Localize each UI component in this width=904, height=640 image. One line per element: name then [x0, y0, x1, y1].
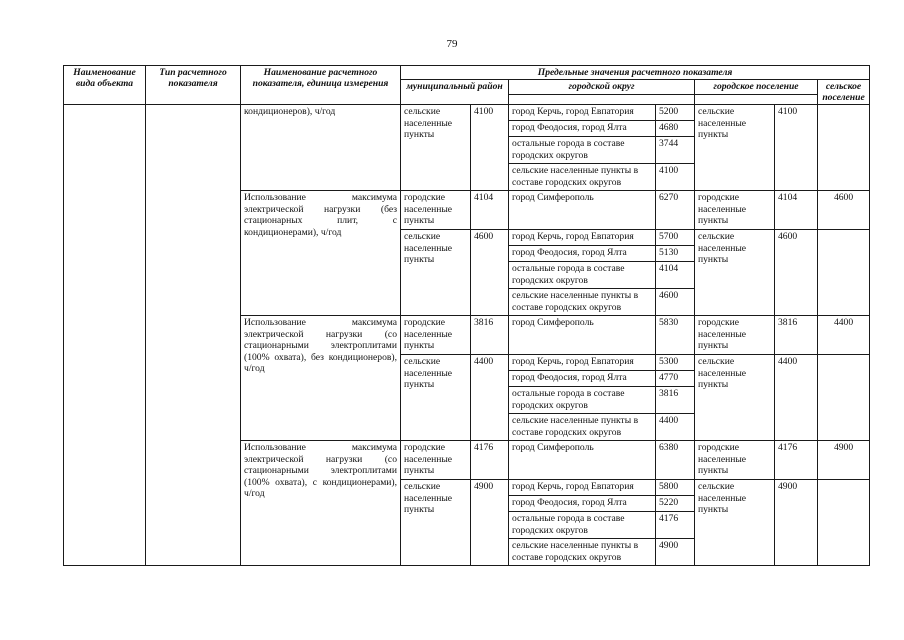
rural-settlement-value: 4400: [818, 316, 870, 355]
okrug-value: 4176: [656, 512, 695, 539]
settlement-value: 4900: [775, 480, 818, 566]
header-spacer: [509, 94, 695, 104]
settlement-value: 4100: [775, 105, 818, 191]
indicator-type-cell: [146, 105, 241, 566]
okrug-value: 6270: [656, 191, 695, 230]
rural-settlement-value: 4600: [818, 191, 870, 230]
urban-points-label: городские населенные пункты: [401, 441, 471, 480]
urban-points-label: городские населенные пункты: [401, 316, 471, 355]
okrug-label: остальные города в составе городских округов: [509, 387, 656, 414]
okrug-value: 5800: [656, 480, 695, 496]
settlement-label: городские населенные пункты: [695, 441, 775, 480]
district-value: 4176: [471, 441, 509, 480]
settlement-label: сельские населенные пункты: [695, 355, 775, 441]
okrug-label: город Керчь, город Евпатория: [509, 480, 656, 496]
rural-settlement-value: [818, 480, 870, 566]
okrug-label: город Феодосия, город Ялта: [509, 496, 656, 512]
rural-points-label: сельские населенные пункты: [401, 355, 471, 441]
okrug-value: 3816: [656, 387, 695, 414]
okrug-label: город Керчь, город Евпатория: [509, 355, 656, 371]
header-urban-settlement: городское поселение: [695, 80, 818, 95]
okrug-label: город Симферополь: [509, 191, 656, 230]
okrug-value: 4104: [656, 262, 695, 289]
urban-points-label: городские населенные пункты: [401, 191, 471, 230]
header-indicator-type: Тип расчетного показателя: [146, 66, 241, 105]
okrug-label: сельские населенные пункты в составе городских округов: [509, 539, 656, 566]
okrug-label: сельские населенные пункты в составе городских округов: [509, 289, 656, 316]
okrug-value: 5300: [656, 355, 695, 371]
settlement-label: городские населенные пункты: [695, 316, 775, 355]
okrug-value: 5130: [656, 246, 695, 262]
rural-settlement-value: [818, 230, 870, 316]
okrug-value: 4770: [656, 371, 695, 387]
okrug-value: 4400: [656, 414, 695, 441]
settlement-label: сельские населенные пункты: [695, 230, 775, 316]
district-value: 4900: [471, 480, 509, 566]
okrug-label: город Феодосия, город Ялта: [509, 371, 656, 387]
rural-points-label: сельские населенные пункты: [401, 230, 471, 316]
header-limit-values: Предельные значения расчетного показателя: [401, 66, 870, 80]
okrug-value: 4680: [656, 121, 695, 137]
rural-settlement-value: [818, 355, 870, 441]
okrug-value: 6380: [656, 441, 695, 480]
okrug-label: остальные города в составе городских округов: [509, 137, 656, 164]
rural-points-label: сельские населенные пункты: [401, 480, 471, 566]
okrug-label: город Симферополь: [509, 441, 656, 480]
settlement-value: 4104: [775, 191, 818, 230]
header-indicator-name: Наименование расчетного показателя, единица измерения: [241, 66, 401, 105]
settlement-value: 3816: [775, 316, 818, 355]
indicator-name-cell: Использование максимума электрической нагрузки (без стационарных плит, с кондиционерами), ч/год: [241, 191, 401, 316]
indicator-name-cell: Использование максимума электрической нагрузки (со стационарными электроплитами (100% охвата), без кондиционеров), ч/год: [241, 316, 401, 441]
settlement-label: городские населенные пункты: [695, 191, 775, 230]
indicator-name-cell: кондиционеров), ч/год: [241, 105, 401, 191]
header-spacer: [695, 94, 818, 104]
settlement-value: 4600: [775, 230, 818, 316]
limit-values-table: [63, 65, 870, 566]
okrug-label: город Феодосия, город Ялта: [509, 246, 656, 262]
okrug-label: город Феодосия, город Ялта: [509, 121, 656, 137]
district-value: 4400: [471, 355, 509, 441]
okrug-value: 5220: [656, 496, 695, 512]
rural-points-label: сельские населенные пункты: [401, 105, 471, 191]
object-type-cell: [64, 105, 146, 566]
okrug-label: остальные города в составе городских округов: [509, 512, 656, 539]
indicator-name-cell: Использование максимума электрической нагрузки (со стационарными электроплитами (100% охвата), с кондиционерами), ч/год: [241, 441, 401, 566]
header-municipal-district: муниципальный район: [401, 80, 509, 105]
rural-settlement-value: [818, 105, 870, 191]
okrug-label: сельские населенные пункты в составе городских округов: [509, 164, 656, 191]
okrug-value: 3744: [656, 137, 695, 164]
settlement-label: сельские населенные пункты: [695, 105, 775, 191]
district-value: 4104: [471, 191, 509, 230]
district-value: 3816: [471, 316, 509, 355]
rural-settlement-value: 4900: [818, 441, 870, 480]
settlement-label: сельские населенные пункты: [695, 480, 775, 566]
okrug-value: 4900: [656, 539, 695, 566]
settlement-value: 4176: [775, 441, 818, 480]
district-value: 4600: [471, 230, 509, 316]
okrug-label: сельские населенные пункты в составе городских округов: [509, 414, 656, 441]
page-number: 79: [446, 38, 458, 50]
okrug-value: 4100: [656, 164, 695, 191]
header-urban-okrug: городской округ: [509, 80, 695, 95]
header-object-type: Наименование вида объекта: [64, 66, 146, 105]
okrug-label: город Симферополь: [509, 316, 656, 355]
settlement-value: 4400: [775, 355, 818, 441]
header-rural-settlement: сельское поселение: [818, 80, 870, 105]
okrug-value: 4600: [656, 289, 695, 316]
okrug-value: 5200: [656, 105, 695, 121]
okrug-value: 5700: [656, 230, 695, 246]
okrug-label: остальные города в составе городских округов: [509, 262, 656, 289]
okrug-label: город Керчь, город Евпатория: [509, 230, 656, 246]
district-value: 4100: [471, 105, 509, 191]
okrug-value: 5830: [656, 316, 695, 355]
okrug-label: город Керчь, город Евпатория: [509, 105, 656, 121]
